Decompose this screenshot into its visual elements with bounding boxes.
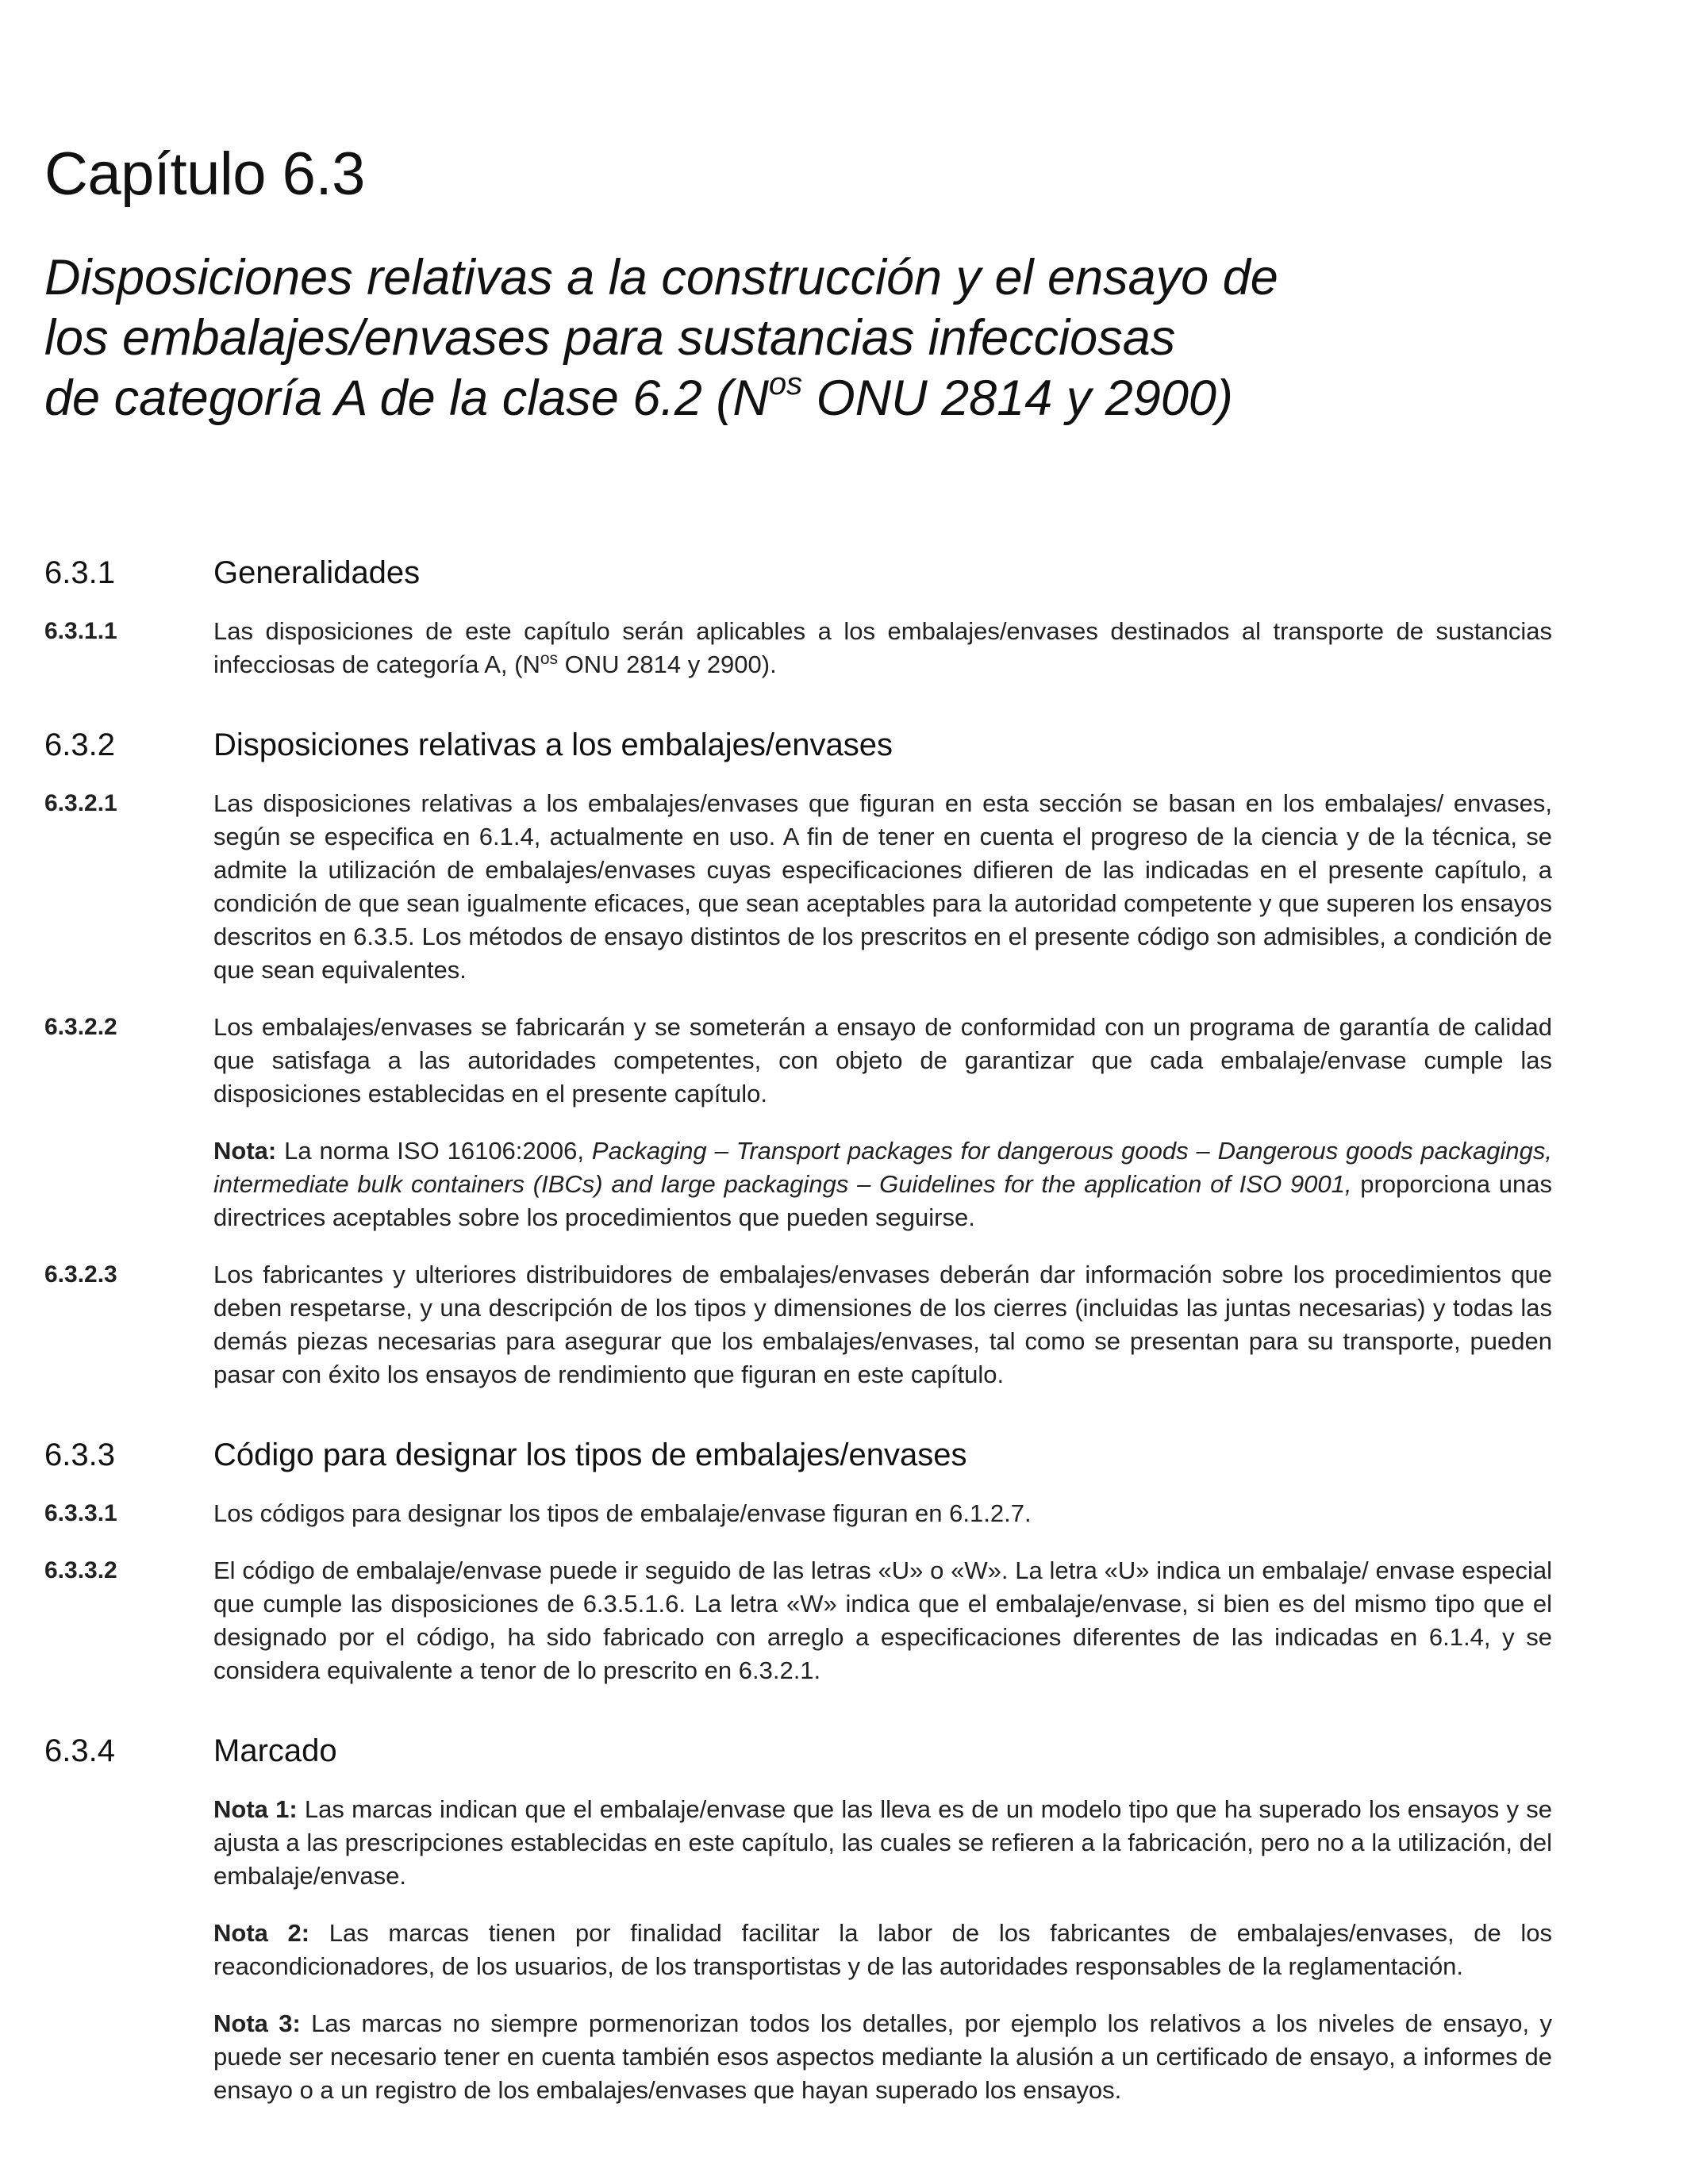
note-text: Las marcas tienen por finalidad facilitar la labor de los fabricantes de embalajes/envases, de los reacondicionadores, de los usuarios, de los transportistas y de las autoridades responsables de la reglamentación. (213, 1919, 1552, 1980)
subtitle-line-3 (44, 368, 1489, 428)
paragraph-6-3-1-1 (44, 615, 1552, 681)
paragraph-text: Los fabricantes y ulteriores distribuidores de embalajes/envases deberán dar información sobre los procedimientos que deben respetarse, y una descripción de los tipos y dimensiones de los cierres (incluidas las juntas necesarias) y todas las demás piezas necesarias para asegurar que los embalajes/envases, tal como se presentan para su transporte, pueden pasar con éxito los ensayos de rendimiento que figuran en este capítulo. (213, 1261, 1552, 1388)
paragraph-6-3-2-2 (44, 1011, 1552, 1111)
note-label: Nota 2: (213, 1919, 310, 1947)
section-title: Código para designar los tipos de embalajes/envases (213, 1437, 967, 1472)
section-number: 6.3.3 (44, 1437, 115, 1472)
chapter-title: Capítulo 6.3 (44, 140, 365, 208)
note-label: Nota 1: (213, 1795, 298, 1823)
note-iso-16106 (213, 1134, 1552, 1234)
paragraph-text: Las disposiciones relativas a los embalajes/envases que figuran en esta sección se basan en los embalajes/ envases, según se especifica en 6.1.4, actualmente en uso. A fin de tener en cuenta el progreso de la ciencia y de la técnica, se admite la utilización de embalajes/envases cuyas especificaciones difieren de las indicadas en el presente capítulo, a condición de que sean igualmente eficaces, que sean aceptables para la autoridad competente y que superen los ensayos descritos en 6.3.5. Los métodos de ensayo distintos de los prescritos en el presente código son admisibles, a condición de que sean equivalentes. (213, 789, 1552, 984)
section-6-3-1 (44, 555, 1552, 681)
section-6-3-2 (44, 727, 1552, 1391)
note-text-pre: La norma ISO 16106:2006, (276, 1137, 592, 1165)
section-title: Disposiciones relativas a los embalajes/envases (213, 727, 893, 762)
subtitle-superscript: os (768, 367, 803, 401)
subtitle-line-3-pre: de categoría A de la clase 6.2 (N (44, 370, 769, 426)
section-heading (44, 1437, 1552, 1473)
note-label: Nota 3: (213, 2009, 301, 2037)
paragraph-superscript: os (540, 650, 559, 668)
paragraph-number: 6.3.3.2 (44, 1557, 117, 1583)
note-text-post: proporciona unas directrices aceptables sobre los procedimientos que pueden seguirse. (213, 1170, 1552, 1231)
paragraph-text-post: ONU 2814 y 2900). (558, 651, 777, 678)
section-6-3-4 (44, 1733, 1552, 2107)
section-number: 6.3.4 (44, 1733, 115, 1768)
paragraph-number: 6.3.2.2 (44, 1014, 117, 1040)
paragraph-6-3-2-1 (44, 787, 1552, 987)
section-heading (44, 727, 1552, 763)
paragraph-6-3-2-3 (44, 1258, 1552, 1391)
paragraph-6-3-3-1 (44, 1497, 1552, 1530)
chapter-subtitle (44, 248, 1489, 428)
section-title: Generalidades (213, 555, 421, 590)
section-title: Marcado (213, 1733, 337, 1768)
subtitle-line-1: Disposiciones relativas a la construcción y el ensayo de (44, 250, 1278, 305)
section-heading (44, 555, 1552, 591)
section-number: 6.3.1 (44, 555, 115, 590)
note-2 (213, 1917, 1552, 1983)
subtitle-line-3-post: ONU 2814 y 2900) (802, 370, 1233, 426)
paragraph-6-3-3-2 (44, 1554, 1552, 1687)
paragraph-number: 6.3.1.1 (44, 618, 117, 644)
note-1 (213, 1793, 1552, 1893)
body-content (44, 555, 1552, 2131)
paragraph-number: 6.3.2.1 (44, 790, 117, 816)
note-text: Las marcas indican que el embalaje/envase que las lleva es de un modelo tipo que ha superado los ensayos y se ajusta a las prescripciones establecidas en este capítulo, las cuales se refieren a la fabricación, pero no a la utilización, del embalaje/envase. (213, 1795, 1552, 1890)
paragraph-text: Los códigos para designar los tipos de embalaje/envase figuran en 6.1.2.7. (213, 1499, 1032, 1527)
note-label: Nota: (213, 1137, 277, 1165)
note-3 (213, 2007, 1552, 2107)
note-text: Las marcas no siempre pormenorizan todos los detalles, por ejemplo los relativos a los niveles de ensayo, y puede ser necesario tener en cuenta también esos aspectos mediante la alusión a un certificado de ensayo, a informes de ensayo o a un registro de los embalajes/envases que hayan superado los ensayos. (213, 2009, 1552, 2104)
paragraph-number: 6.3.3.1 (44, 1500, 117, 1526)
section-number: 6.3.2 (44, 727, 115, 762)
paragraph-number: 6.3.2.3 (44, 1261, 117, 1288)
section-heading (44, 1733, 1552, 1769)
section-6-3-3 (44, 1437, 1552, 1687)
paragraph-text-pre: Las disposiciones de este capítulo serán aplicables a los embalajes/envases destinados al transporte de sustancias infecciosas de categoría A, (N (213, 617, 1552, 678)
paragraph-text (213, 615, 1552, 681)
subtitle-line-2: los embalajes/envases para sustancias infecciosas (44, 310, 1176, 366)
paragraph-text: El código de embalaje/envase puede ir seguido de las letras «U» o «W». La letra «U» indica un embalaje/ envase especial que cumple las disposiciones de 6.3.5.1.6. La letra «W» indica que el embalaje/envase, si bien es del mismo tipo que el designado por el código, ha sido fabricado con arreglo a especificaciones diferentes de las indicadas en 6.1.4, y se considera equivalente a tenor de lo prescrito en 6.3.2.1. (213, 1556, 1552, 1684)
note-text-italic: Packaging – Transport packages for dangerous goods – Dangerous goods packagings, intermediate bulk containers (IBCs) and large packagings – Guidelines for the application of ISO 9001, (213, 1137, 1552, 1198)
paragraph-text: Los embalajes/envases se fabricarán y se someterán a ensayo de conformidad con un programa de garantía de calidad que satisfaga a las autoridades competentes, con objeto de garantizar que cada embalaje/envase cumple las disposiciones establecidas en el presente capítulo. (213, 1013, 1552, 1107)
